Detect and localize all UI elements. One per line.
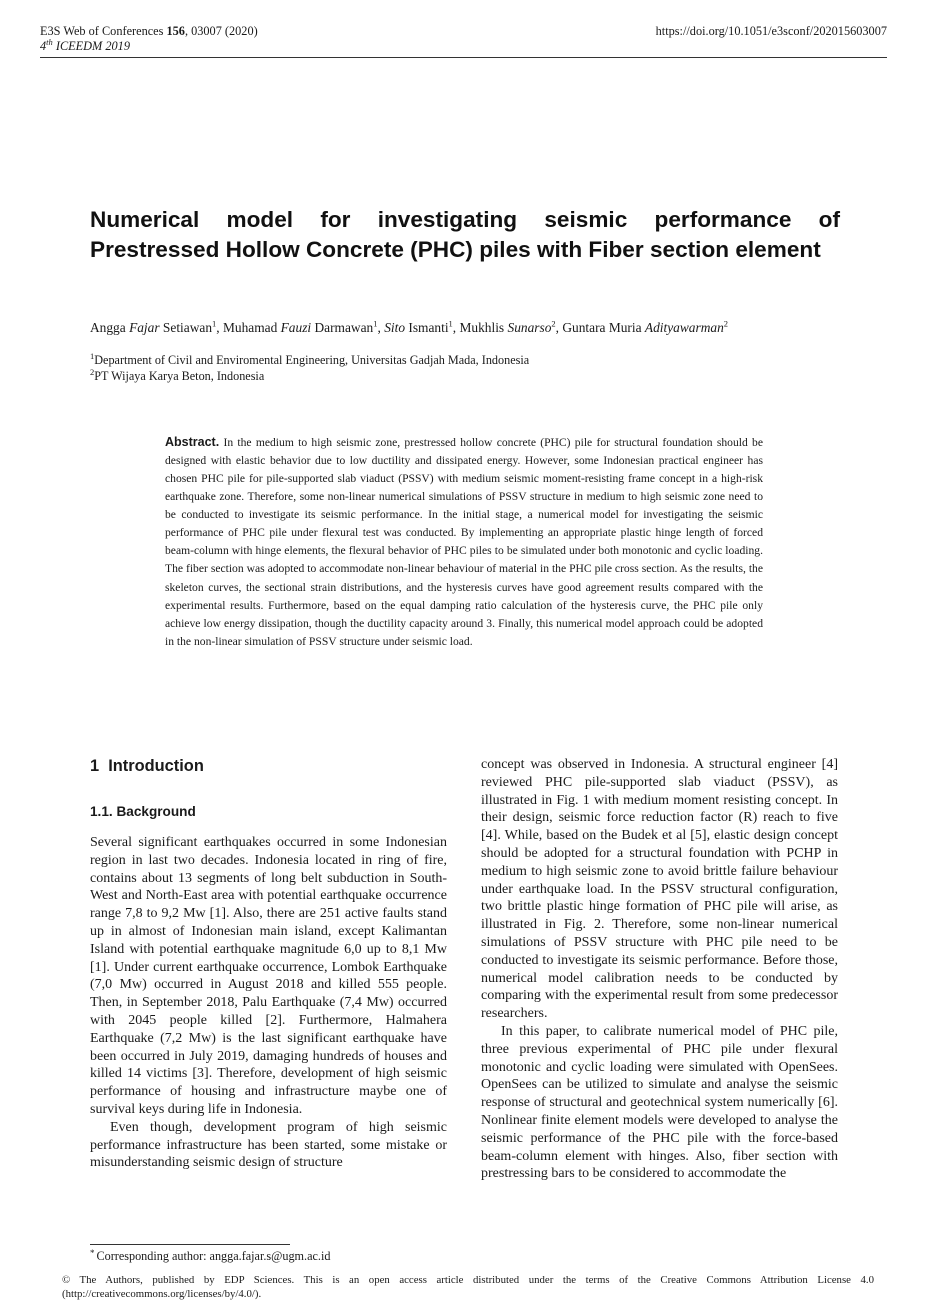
license-notice: © The Authors, published by EDP Sciences. This is an open access article distributed under the terms of the Creative Commons Attribution License 4.0 (http://creativecommons.org/licenses/by/4.0/). — [62, 1274, 874, 1300]
section-title: Introduction — [108, 757, 204, 775]
author-middle-name: Adityawarman — [644, 320, 724, 335]
author-affiliation-mark: 2 — [723, 318, 729, 329]
author-affiliation-mark: 1 — [448, 318, 453, 329]
author-given-name: Muhamad — [222, 320, 281, 335]
author-affiliation-mark: 1 — [212, 318, 217, 329]
footnote-mark: * — [90, 1248, 95, 1258]
corresponding-author-footnote — [90, 1249, 330, 1264]
author-middle-name: Fajar — [129, 320, 160, 335]
subsection-title: Background — [116, 804, 196, 819]
conference-acronym: ICEEDM 2019 — [52, 39, 130, 53]
conference-name — [40, 36, 130, 54]
author — [384, 320, 453, 335]
journal-name: E3S Web of Conferences — [40, 24, 167, 38]
author-list: Angga Fajar Setiawan$^1$, Muhamad Fauzi Darmawan$^1$, Sito Ismanti$^1$, Mukhlis Sunarso$^2$, Guntara Muria Adityawarman$^2$ — [90, 318, 729, 335]
footnote-divider — [90, 1244, 290, 1245]
journal-article: , 03007 (2020) — [184, 24, 258, 38]
affiliation — [90, 366, 850, 385]
left-column — [90, 834, 447, 1172]
affiliation-text: Department of Civil and Enviromental Engineering, Universitas Gadjah Mada, Indonesia — [94, 353, 530, 367]
body-paragraph: Several significant earthquakes occurred in some Indonesian region in last two decades. Indonesia located in ring of fire, contains about 13 segments of long belt subduction in South-West and North-East area with potential earthquake occurrence range 7,8 to 9,2 Mw [1]. Also, there are 251 active faults stand up in almost of Indonesian main island, except Kalimantan Island with potential earthquake magnitude 6,0 up to 8,1 Mw [1]. Under current earthquake occurrence, Lombok Earthquake (7,0 Mw) occurred in August 2018 and killed 555 people. Then, in September 2018, Palu Earthquake (7,4 Mw) occurred with 2045 people killed [2]. Furthermore, Halmahera Earthquake (7,2 Mw) is the last significant earthquake have been occurred in July 2019, damaging hundreds of houses and killed 14 victims [3]. Therefore, development of high seismic performance of housing and infrastructure maybe one of survival keys during life in Indonesia. — [90, 835, 447, 1117]
abstract-text: In the medium to high seismic zone, prestressed hollow concrete (PHC) pile for structural foundation should be designed with elastic behavior due to low ductility and dissipated energy. However, some Indonesian practical engineer has chosen PHC pile for pile-supported slab viaduct (PSSV) with medium seismic moment-resisting frame concept in a high-risk earthquake zone. Therefore, some non-linear numerical simulations of PSSV structure in medium to high seismic zone need to be conducted to investigate its seismic performance. In the initial stage, a numerical model for investigating the seismic performance of PHC pile under flexural test was conducted. By implementing an appropriate plastic hinge length of forced beam-column with hinge elements, the flexural behavior of PHC piles to be simulated under both monotonic and cyclic loading. The fiber section was adopted to accommodate non-linear behaviour of material in the PHC pile cross section. As the results, the skeleton curves, the sectional strain distributions, and the hysteresis curves have good agreement results compared with the experimental results. Furthermore, based on the equal damping ratio calculation of the hysteresis curve, the PHC pile only achieve low energy dissipation, though the ductility capacity around 3. Finally, this numerical model approach could be adopted in the non-linear simulation of PSSV structure under seismic load. — [165, 436, 763, 648]
author — [460, 320, 556, 335]
affiliation-list — [90, 350, 850, 384]
body-paragraph: In this paper, to calibrate numerical model of PHC pile, three previous experimental of PHC pile under flexural monotonic and cyclic loading were simulated with OpenSees. OpenSees can be utilized to simulate and analyse the seismic response of structural and geotechnical system numerically [6]. Nonlinear finite element models were developed to analyse the seismic performance of the PHC pile with the force-based beam-column element with hinges. Also, fiber section with prestressing bars to be considered to accommodate the — [481, 1023, 838, 1182]
journal-citation — [40, 24, 258, 39]
body-paragraph: Even though, development program of high seismic performance infrastructure has been started, some mistake or misunderstanding seismic design of structure — [90, 1119, 447, 1171]
affiliation-number: 1 — [90, 350, 95, 361]
author-given-name: Angga — [90, 320, 130, 335]
paper-title: Numerical model for investigating seismic performance of Prestressed Hollow Concrete (PHC) piles with Fiber section element — [90, 207, 840, 262]
author-middle-name: Fauzi — [280, 320, 312, 335]
author-given-name: Guntara Muria — [562, 320, 645, 335]
author-affiliation-mark: 1 — [373, 318, 378, 329]
section-number: 1 — [90, 757, 100, 775]
conference-number: 4 — [40, 39, 47, 53]
right-column — [481, 756, 838, 1183]
author-family-name: Setiawan — [159, 320, 213, 335]
author-family-name: Darmawan — [311, 320, 374, 335]
author — [562, 320, 728, 335]
affiliation-number: 2 — [90, 366, 95, 377]
subsection-heading — [90, 803, 196, 820]
subsection-number: 1.1. — [90, 804, 113, 819]
author-middle-name: Sito — [384, 320, 406, 335]
doi-link[interactable]: https://doi.org/10.1051/e3sconf/202015603007 — [655, 24, 887, 38]
author-given-name: Mukhlis — [459, 320, 508, 335]
conference-ordinal: th — [46, 36, 53, 47]
abstract-label: Abstract. — [165, 435, 220, 449]
affiliation — [90, 350, 850, 369]
body-paragraph: concept was observed in Indonesia. A structural engineer [4] reviewed PHC pile-supported slab viaduct (PSSV), as illustrated in Fig. 1 with medium moment resisting concept. In their design, seismic force reduction factor (R) reach to five [4]. While, based on the Budek et al [5], elastic design concept should be adopted for a structural foundation with PCHP in medium to high seismic zone to avoid brittle failure behaviour under earthquake load. In the PSSV structural configuration, two brittle plastic hinge formation of PHC pile will arise, as illustrated in Fig. 2. Therefore, some non-linear numerical simulations of PSSV structure with PHC pile need to be conducted to investigate its seismic performance. Before those, numerical model calibration needs to be conducted by comparing with the experimental result from some predecessor researchers. — [481, 757, 838, 1022]
author — [223, 320, 378, 335]
author-family-name: Ismanti — [405, 320, 449, 335]
author-affiliation-mark: 2 — [551, 318, 556, 329]
abstract — [165, 433, 763, 651]
affiliation-text: PT Wijaya Karya Beton, Indonesia — [94, 368, 265, 383]
section-heading — [90, 756, 204, 776]
header-divider — [40, 57, 887, 58]
author-middle-name: Sunarso — [507, 320, 552, 335]
footnote-text: Corresponding author: angga.fajar.s@ugm.ac.id — [96, 1249, 331, 1263]
author — [90, 320, 216, 335]
journal-volume: 156 — [166, 24, 185, 38]
